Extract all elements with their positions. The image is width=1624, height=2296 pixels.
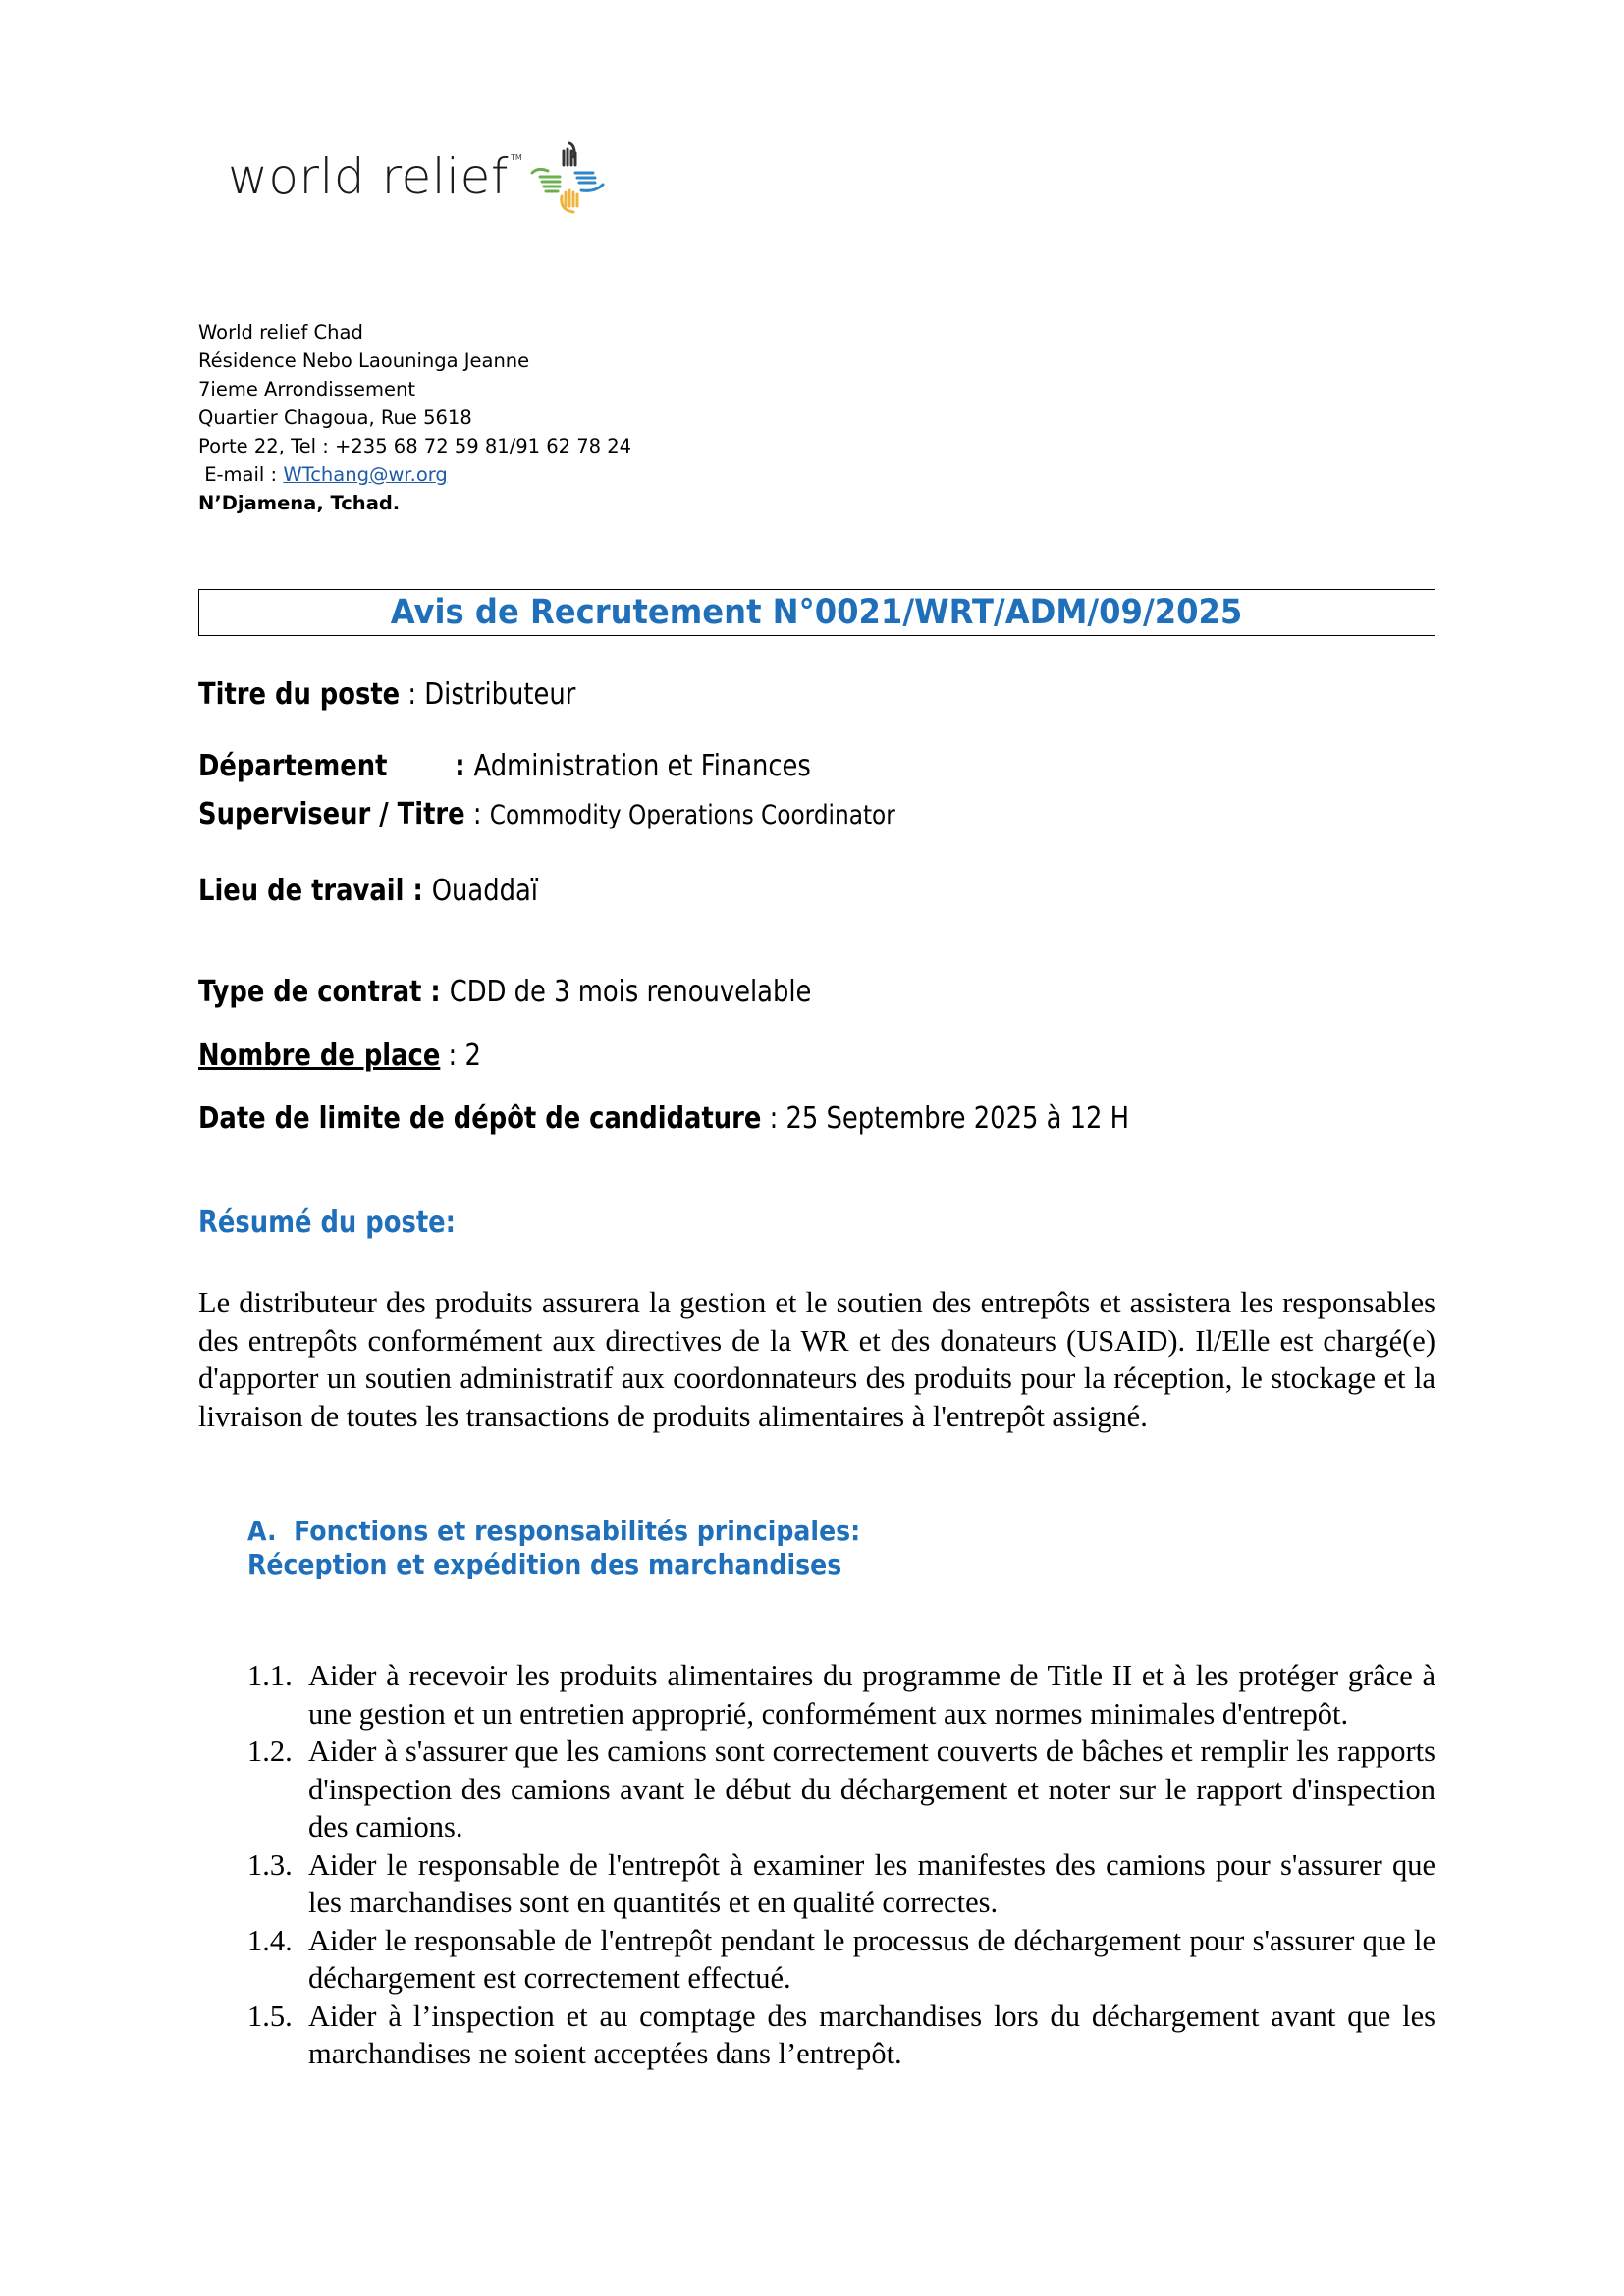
item-number: 1.4. (247, 1923, 293, 1957)
job-title-label: Titre du poste (198, 677, 401, 712)
notice-title-box (198, 589, 1435, 636)
field-location (198, 874, 538, 908)
logo-wordmark: world relief (228, 148, 509, 205)
list-item (247, 1998, 1435, 2073)
supervisor-label: Superviseur / Titre (198, 797, 465, 831)
address-block (198, 318, 631, 517)
item-number: 1.3. (247, 1847, 293, 1882)
deadline-label: Date de limite de dépôt de candidature (198, 1101, 762, 1136)
summary-heading: Résumé du poste: (198, 1205, 456, 1240)
field-job-title: Titre du poste : Distributeur (198, 677, 576, 712)
deadline-value: 25 Septembre 2025 à 12 H (785, 1101, 1130, 1136)
address-line-phone: Porte 22, Tel : +235 68 72 59 81/91 62 78 24 (198, 435, 632, 457)
positions-label: Nombre de place (198, 1039, 441, 1073)
field-contract (198, 975, 811, 1009)
item-text: Aider à l’inspection et au comptage des marchandises lors du déchargement avant que les marchandises ne soient acceptées dans l’entrepôt. (308, 1999, 1435, 2070)
notice-title: Avis de Recrutement N°0021/WRT/ADM/09/2025 (391, 593, 1243, 632)
item-number: 1.5. (247, 1999, 293, 2033)
field-positions: Nombre de place : 2 (198, 1039, 481, 1073)
department-value: Administration et Finances (473, 749, 811, 783)
location-value: Ouaddaï (431, 874, 538, 908)
list-item (247, 1657, 1435, 1733)
address-line-email (198, 460, 631, 489)
contract-label: Type de contrat : (198, 975, 450, 1009)
item-text: Aider le responsable de l'entrepôt à examiner les manifestes des camions pour s'assurer que les marchandises sont en quantités et en qualité correctes. (308, 1847, 1435, 1919)
section-a-subtitle: Réception et expédition des marchandises (247, 1548, 842, 1580)
item-number: 1.1. (247, 1659, 293, 1692)
world-relief-logo (228, 137, 605, 216)
item-text: Aider le responsable de l'entrepôt pendant le processus de déchargement pour s'assurer que le déchargement est correctement effectué. (308, 1923, 1435, 1995)
address-line-quarter: Quartier Chagoua, Rue 5618 (198, 406, 472, 429)
email-label: E-mail : (198, 463, 284, 486)
email-link[interactable]: WTchang@wr.org (283, 463, 448, 486)
contract-value: CDD de 3 mois renouvelable (449, 975, 812, 1009)
hands-logo-icon (526, 137, 605, 216)
field-department: Département : Administration et Finances (198, 749, 811, 783)
field-supervisor: Superviseur / Titre : Commodity Operations Coordinator (198, 797, 895, 831)
list-item (247, 1846, 1435, 1922)
job-title-value: Distributeur (424, 677, 576, 712)
department-label: Département (198, 749, 388, 783)
address-city: N’Djamena, Tchad. (198, 492, 401, 514)
summary-text: Le distributeur des produits assurera la gestion et le soutien des entrepôts et assistera les responsables des entrepôts conformément aux directives de la WR et des donateurs (USAID). Il/Elle est chargé(e) d'apporter un soutien administratif aux coordonnateurs des produits pour la réception, le stockage et la livraison de toutes les transactions de produits alimentaires à l'entrepôt assigné. (198, 1286, 1435, 1433)
location-label: Lieu de travail : (198, 874, 432, 908)
address-line-district: 7ieme Arrondissement (198, 378, 416, 400)
item-text: Aider à s'assurer que les camions sont correctement couverts de bâches et remplir les rapports d'inspection des camions avant le début du déchargement et noter sur le rapport d'inspection des camions. (308, 1735, 1435, 1843)
item-text: Aider à recevoir les produits alimentaires du programme de Title II et à les protéger grâce à une gestion et un entretien approprié, conformément aux normes minimales d'entrepôt. (308, 1659, 1435, 1731)
address-line-org: World relief Chad (198, 321, 363, 344)
list-item (247, 1922, 1435, 1998)
field-deadline: Date de limite de dépôt de candidature : 25 Septembre 2025 à 12 H (198, 1101, 1130, 1136)
item-number: 1.2. (247, 1735, 293, 1768)
positions-value: 2 (464, 1039, 481, 1073)
supervisor-value: Commodity Operations Coordinator (489, 800, 895, 830)
section-a-heading (247, 1515, 860, 1581)
address-line-residence: Résidence Nebo Laouninga Jeanne (198, 349, 530, 372)
list-item (247, 1733, 1435, 1846)
responsibilities-list (247, 1657, 1435, 2073)
logo-trademark: TM (510, 152, 522, 162)
section-a-title: A. Fonctions et responsabilités principales: (247, 1515, 861, 1547)
